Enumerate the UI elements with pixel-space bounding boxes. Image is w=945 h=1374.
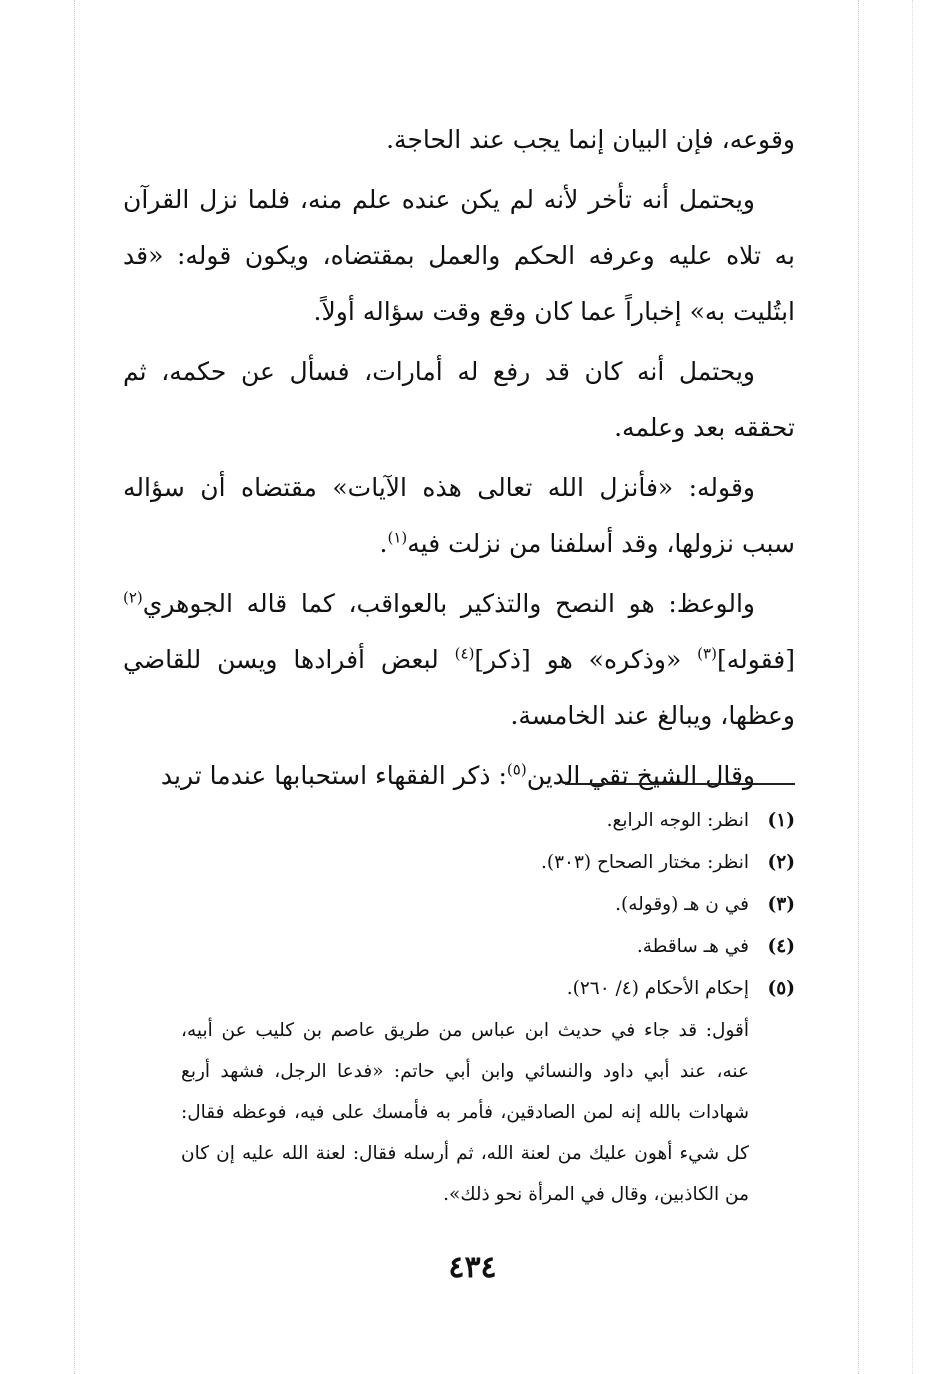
footnote-text: إحكام الأحكام (٤/ ٢٦٠). (566, 978, 749, 999)
footnote-text: في هـ ساقطة. (636, 936, 749, 957)
paragraph (123, 460, 795, 572)
paragraph-text: ويحتمل أنه كان قد رفع له أمارات، فسأل عن حكمه، ثم تحققه بعد وعلمه. (123, 357, 795, 442)
paragraph (123, 112, 795, 168)
footnote-number: (١) (767, 810, 795, 831)
footnote-item (123, 926, 795, 968)
paragraph (123, 576, 795, 744)
paragraph-text: «وذكره» هو [ذكر] (474, 645, 698, 674)
paragraph-text: وقوعه، فإن البيان إنما يجب عند الحاجة. (386, 125, 795, 154)
paragraph-text: . (379, 529, 388, 558)
footnote-separator (565, 783, 795, 785)
footnote-item (123, 968, 795, 1010)
paragraph-text: [فقوله] (716, 645, 795, 674)
page-number: ٤٣٤ (448, 1250, 497, 1285)
scan-artifact-line (858, 0, 859, 1374)
footnote-text: انظر: مختار الصحاح (٣٠٣). (540, 852, 749, 873)
scan-artifact-line (912, 0, 913, 1374)
paragraph (123, 344, 795, 456)
footnote-marker: (٢) (123, 588, 143, 607)
main-text (123, 112, 795, 808)
footnote-marker: (٤) (454, 644, 475, 663)
scan-artifact-line (74, 0, 75, 1374)
paragraph-text: : ذكر الفقهاء استحبابها عندما تريد (160, 761, 507, 790)
paragraph (123, 748, 795, 804)
footnotes (123, 800, 795, 1215)
footnote-text: في ن هـ (وقوله). (615, 894, 749, 915)
paragraph-text: لبعض أفرادها ويسن للقاضي وعظها، ويبالغ عند الخامسة. (123, 645, 795, 730)
footnote-item (123, 884, 795, 926)
footnote-item (123, 800, 795, 842)
footnote-marker: (١) (387, 528, 408, 547)
paragraph-text: وقال الشيخ تقي الدين (526, 761, 755, 790)
footnote-item (123, 842, 795, 884)
footnote-number: (٣) (767, 894, 795, 915)
footnote-marker: (٥) (506, 760, 527, 779)
footnote-list (123, 800, 795, 1010)
footnote-commentary: أقول: قد جاء في حديث ابن عباس من طريق عاصم بن كليب عن أبيه، عنه، عند أبي داود والنسائي وابن أبي حاتم: «فدعا الرجل، فشهد أربع شهادات بالله إنه لمن الصادقين، فأمر به فأمسك على فيه، فوعظه فقال: كل شيء أهون عليك من لعنة الله، ثم أرسله فقال: لعنة الله عليه إن كان من الكاذبين، وقال في المرأة نحو ذلك». (181, 1020, 749, 1205)
paragraph (123, 172, 795, 340)
paragraph-text: والوعظ: هو النصح والتذكير بالعواقب، كما قاله الجوهري (142, 589, 755, 618)
paragraph-text: وقوله: «فأنزل الله تعالى هذه الآيات» مقتضاه أن سؤاله سبب نزولها، وقد أسلفنا من نزلت فيه (123, 473, 795, 558)
footnote-number: (٥) (767, 978, 795, 999)
paragraph-text: ويحتمل أنه تأخر لأنه لم يكن عنده علم منه، فلما نزل القرآن به تلاه عليه وعرفه الحكم والعمل بمقتضاه، ويكون قوله: «قد ابتُليت به» إخباراً عما كان وقع وقت سؤاله أولاً. (123, 185, 795, 326)
footnote-marker: (٣) (697, 644, 717, 663)
footnote-number: (٢) (767, 852, 795, 873)
footnote-number: (٤) (767, 936, 795, 957)
footnote-text: انظر: الوجه الرابع. (606, 810, 749, 831)
